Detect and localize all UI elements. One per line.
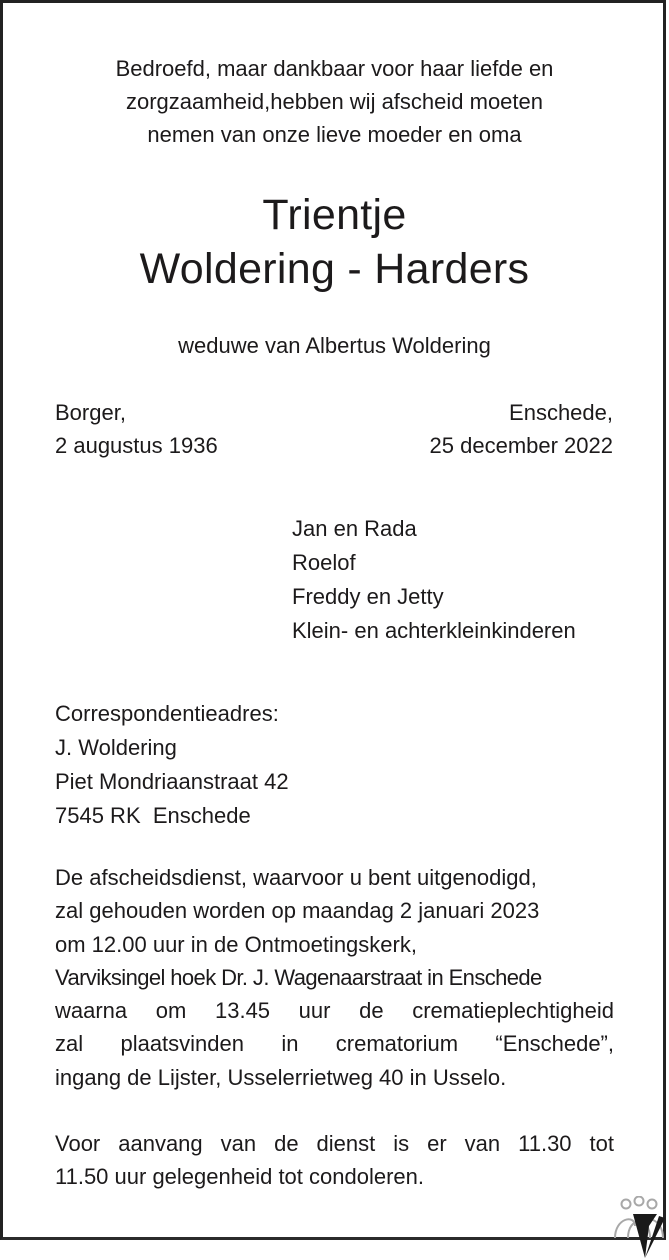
intro-line: zorgzaamheid,hebben wij afscheid moeten [125,89,544,114]
condolence-line: 11.50 uur gelegenheid tot condoleren. [55,1164,424,1189]
address-street: Piet Mondriaanstraat 42 [55,769,289,794]
family-member: Roelof [292,550,356,575]
address-label: Correspondentieadres: [55,701,279,726]
service-line: om 12.00 uur in de Ontmoetingskerk, [55,931,417,957]
address-name: J. Woldering [55,735,177,760]
birth-info [55,396,218,462]
condolence-line: Voor aanvang van de dienst is er van 11.30 tot [55,1131,614,1156]
death-date: 25 december 2022 [429,433,613,458]
family-member: Klein- en achterkleinkinderen [292,618,576,643]
service-line: zal gehouden worden op maandag 2 januari 2023 [55,898,540,924]
birth-date: 2 augustus 1936 [55,433,218,458]
relation-text: weduwe van Albertus Woldering [178,333,491,358]
first-name: Trientje [262,191,407,239]
birth-place: Borger, [55,400,126,425]
service-line: Varviksingel hoek Dr. J. Wagenaarstraat in Enschede [55,964,542,990]
family-list [292,512,576,648]
family-member: Freddy en Jetty [292,584,444,609]
correspondence-address [55,697,289,833]
family-member: Jan en Rada [292,516,417,541]
intro-line: Bedroefd, maar dankbaar voor haar liefde en [115,56,554,81]
address-city: 7545 RK Enschede [55,803,251,828]
deceased-name [0,188,669,296]
service-line: ingang de Lijster, Usselerrietweg 40 in Usselo. [55,1064,507,1090]
intro-line: nemen van onze lieve moeder en oma [147,122,522,147]
death-info [430,396,613,462]
intro-text [0,52,669,151]
service-line: zal plaatsvinden in crematorium “Enschede”, [55,1031,614,1057]
service-line: De afscheidsdienst, waarvoor u bent uitgenodigd, [55,865,537,890]
condolence-details [55,1127,614,1193]
people-v-logo-icon [609,1196,667,1260]
service-details [55,861,614,1094]
death-place: Enschede, [509,400,613,425]
service-line: waarna om 13.45 uur de crematieplechtigheid [55,998,614,1024]
surname: Woldering - Harders [139,245,530,293]
